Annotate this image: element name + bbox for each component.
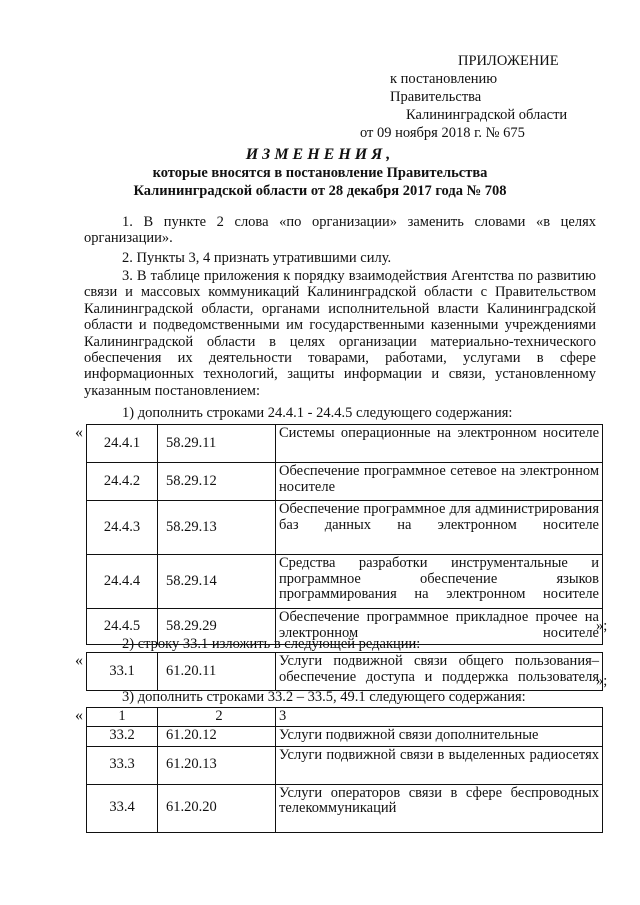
- paragraph-3: [84, 268, 596, 399]
- table-header-row: [87, 708, 603, 727]
- doc-subtitle-2: Калининградской области от 28 декабря 2017 года № 708: [133, 183, 507, 199]
- row-number: 33.3: [87, 746, 158, 784]
- table-row: [87, 653, 603, 691]
- row-code: 61.20.11: [158, 653, 276, 691]
- row-description: Услуги подвижной связи общего пользования–обеспечение доступа и поддержка пользователя: [276, 653, 603, 691]
- row-number: 33.4: [87, 784, 158, 832]
- paragraph-1-text: 1. В пункте 2 слова «по организации» заменить словами «в целях организации».: [84, 214, 596, 247]
- subpoint-2: 2) строку 33.1 изложить в следующей редакции:: [122, 636, 421, 652]
- paragraph-3-text: 3. В таблице приложения к порядку взаимодействия Агентства по развитию связи и массовых коммуникаций Калининградской области с Правительством Калининградской области, органами исполнительной власти Калининградской области и подведомственными им государственными казенными учреждениями Калининградской области в целях организации материально-технического обеспечения их деятельности товарами, работами, услугами в сфере информационных технологий, защиты информации и связи, установленному указанным постановлением:: [84, 268, 596, 399]
- table-row: [87, 501, 603, 555]
- table-2: [86, 652, 603, 691]
- row-number: 24.4.4: [87, 555, 158, 609]
- paragraph-2-text: 2. Пункты 3, 4 признать утратившими силу.: [122, 250, 392, 266]
- row-code: 58.29.29: [158, 609, 276, 645]
- row-number: 33.1: [87, 653, 158, 691]
- row-code: 58.29.11: [158, 425, 276, 463]
- table-3: [86, 707, 603, 833]
- row-description: Обеспечение программное прикладное прочее на электронном носителе: [276, 609, 603, 645]
- close-quote-1: »;: [596, 618, 608, 634]
- row-number: 24.4.2: [87, 463, 158, 501]
- appendix-header: [320, 52, 590, 142]
- row-description: Системы операционные на электронном носителе: [276, 425, 603, 463]
- appendix-date-number: от 09 ноября 2018 г. № 675: [360, 125, 525, 141]
- open-quote-3: «: [75, 707, 83, 724]
- row-number: 24.4.1: [87, 425, 158, 463]
- open-quote-1: «: [75, 424, 83, 441]
- appendix-line-3: Калининградской области: [406, 107, 568, 123]
- row-description: Услуги подвижной связи дополнительные: [276, 726, 603, 746]
- row-code: 61.20.12: [158, 726, 276, 746]
- row-code: 61.20.13: [158, 746, 276, 784]
- row-description: Услуги подвижной связи в выделенных радиосетях: [276, 746, 603, 784]
- row-code: 61.20.20: [158, 784, 276, 832]
- table-row: [87, 746, 603, 784]
- header-col-3: 3: [276, 708, 603, 727]
- close-quote-2: »;: [596, 673, 608, 689]
- table-1: [86, 424, 603, 645]
- row-code: 58.29.14: [158, 555, 276, 609]
- header-col-1: 1: [87, 708, 158, 727]
- table-row: [87, 726, 603, 746]
- subpoint-1: 1) дополнить строками 24.4.1 - 24.4.5 следующего содержания:: [122, 405, 513, 421]
- appendix-line-2: к постановлению Правительства: [390, 71, 498, 105]
- row-number: 24.4.3: [87, 501, 158, 555]
- row-number: 24.4.5: [87, 609, 158, 645]
- appendix-title: ПРИЛОЖЕНИЕ: [458, 53, 559, 69]
- row-code: 58.29.13: [158, 501, 276, 555]
- row-description: Обеспечение программное сетевое на электронном носителе: [276, 463, 603, 501]
- row-number: 33.2: [87, 726, 158, 746]
- table-row: [87, 784, 603, 832]
- header-col-2: 2: [158, 708, 276, 727]
- row-description: Услуги операторов связи в сфере беспроводных телекоммуникаций: [276, 784, 603, 832]
- paragraph-1: [84, 214, 596, 247]
- open-quote-2: «: [75, 652, 83, 669]
- row-code: 58.29.12: [158, 463, 276, 501]
- table-row: [87, 555, 603, 609]
- subpoint-3: 3) дополнить строками 33.2 – 33.5, 49.1 следующего содержания:: [122, 689, 526, 705]
- row-description: Обеспечение программное для администрирования баз данных на электронном носителе: [276, 501, 603, 555]
- doc-title: ИЗМЕНЕНИЯ,: [245, 146, 395, 163]
- row-description: Средства разработки инструментальные и программное обеспечение языков программирования на электронном носителе: [276, 555, 603, 609]
- paragraph-2: [84, 250, 596, 266]
- doc-subtitle-1: которые вносятся в постановление Правительства: [152, 165, 488, 181]
- table-row: [87, 463, 603, 501]
- table-row: [87, 425, 603, 463]
